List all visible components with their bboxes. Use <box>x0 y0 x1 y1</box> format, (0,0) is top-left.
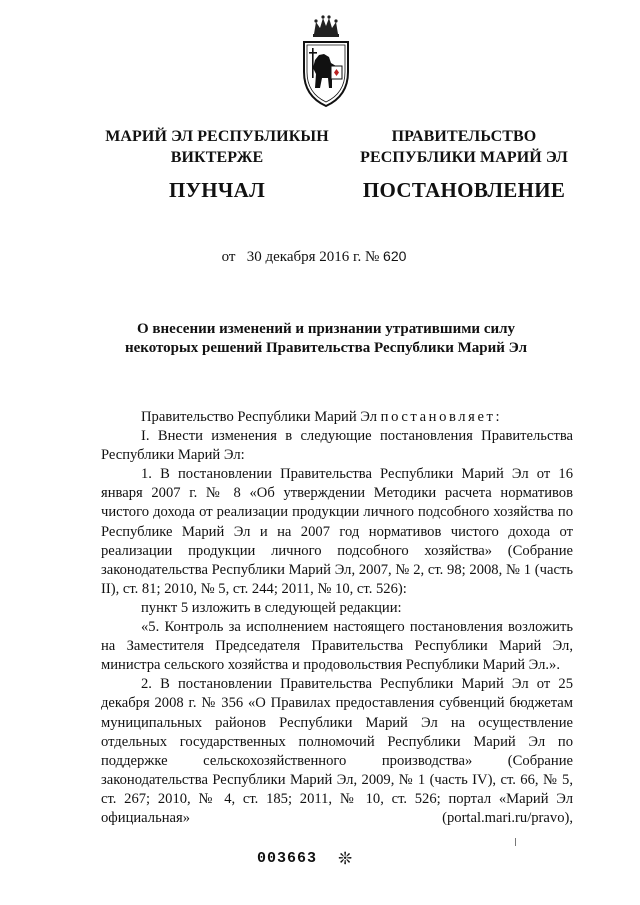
document-number: 620 <box>383 248 407 264</box>
date-line <box>0 248 634 266</box>
paragraph-item-1-instruction: пункт 5 изложить в следующей редакции: <box>141 599 402 616</box>
number-sign: № <box>364 249 380 265</box>
preamble-lead: Правительство Республики Марий Эл <box>141 409 378 425</box>
paragraph-item-2: 2. В постановлении Правительства Республики Марий Эл от 25 декабря 2008 г. № 356 «О Правилах предоставления субвенций бюджетам муниципальных районов Республики Марий Эл на осуществление отдельных государственных полномочий Республики Марий Эл по поддержке сельскохозяйственного производства» (Собрание законодательства Республики Марий Эл, 2009, № 1 (часть IV), ст. 66, № 5, ст. 267; 2010, № 4, ст. 185; 2011, № 10, ст. 526; портал «Марий Эл официальная» (portal.mari.ru/pravo), <box>101 676 573 826</box>
document-date: 30 декабря 2016 г. <box>246 249 362 265</box>
paragraph-item-1: 1. В постановлении Правительства Республики Марий Эл от 16 января 2007 г. № 8 «Об утверждении Методики расчета нормативов чистого дохода от реализации продукции личного подсобного хозяйства по Республике Марий Эл и на 2007 год нормативов чистого дохода от реализации продукции личного подсобного хозяйства» (Собрание законодательства Республики Марий Эл, 2007, № 2, ст. 98; 2008, № 1 (часть II), ст. 81; 2010, № 5, ст. 244; 2011, № 10, ст. 526): <box>101 466 573 597</box>
header-right <box>350 126 578 201</box>
form-serial-number: 003663 <box>257 850 318 867</box>
title-line1: О внесении изменений и признании утратившими силу <box>136 321 516 337</box>
header-left-doc-type: ПУНЧАЛ <box>168 178 266 202</box>
paragraph-item-1-new-text: «5. Контроль за исполнением настоящего постановления возложить на Заместителя Председателя Правительства Республики Марий Эл, министра сельского хозяйства и продовольствия Республики Марий Эл.». <box>101 619 573 674</box>
preamble-resolves: постановляет: <box>380 409 503 425</box>
header-left-line2: ВИКТЕРЖЕ <box>170 149 264 166</box>
paragraph-preamble <box>101 408 573 427</box>
coat-of-arms-icon <box>298 14 354 110</box>
asterisk-ornament-icon: ❊ <box>338 849 353 869</box>
document-title <box>100 320 552 358</box>
document-body <box>101 408 573 828</box>
header-right-line1: ПРАВИТЕЛЬСТВО <box>391 128 537 145</box>
header-right-doc-type: ПОСТАНОВЛЕНИЕ <box>362 178 566 202</box>
date-prefix: от <box>221 249 236 265</box>
paragraph-section-1: I. Внести изменения в следующие постановления Правительства Республики Марий Эл: <box>101 428 573 464</box>
header-left-line1: МАРИЙ ЭЛ РЕСПУБЛИКЫН <box>105 128 329 145</box>
margin-tick <box>515 838 516 846</box>
title-line2: некоторых решений Правительства Республики Марий Эл <box>124 340 528 356</box>
header-left <box>92 126 342 201</box>
header-right-line2: РЕСПУБЛИКИ МАРИЙ ЭЛ <box>360 149 568 166</box>
